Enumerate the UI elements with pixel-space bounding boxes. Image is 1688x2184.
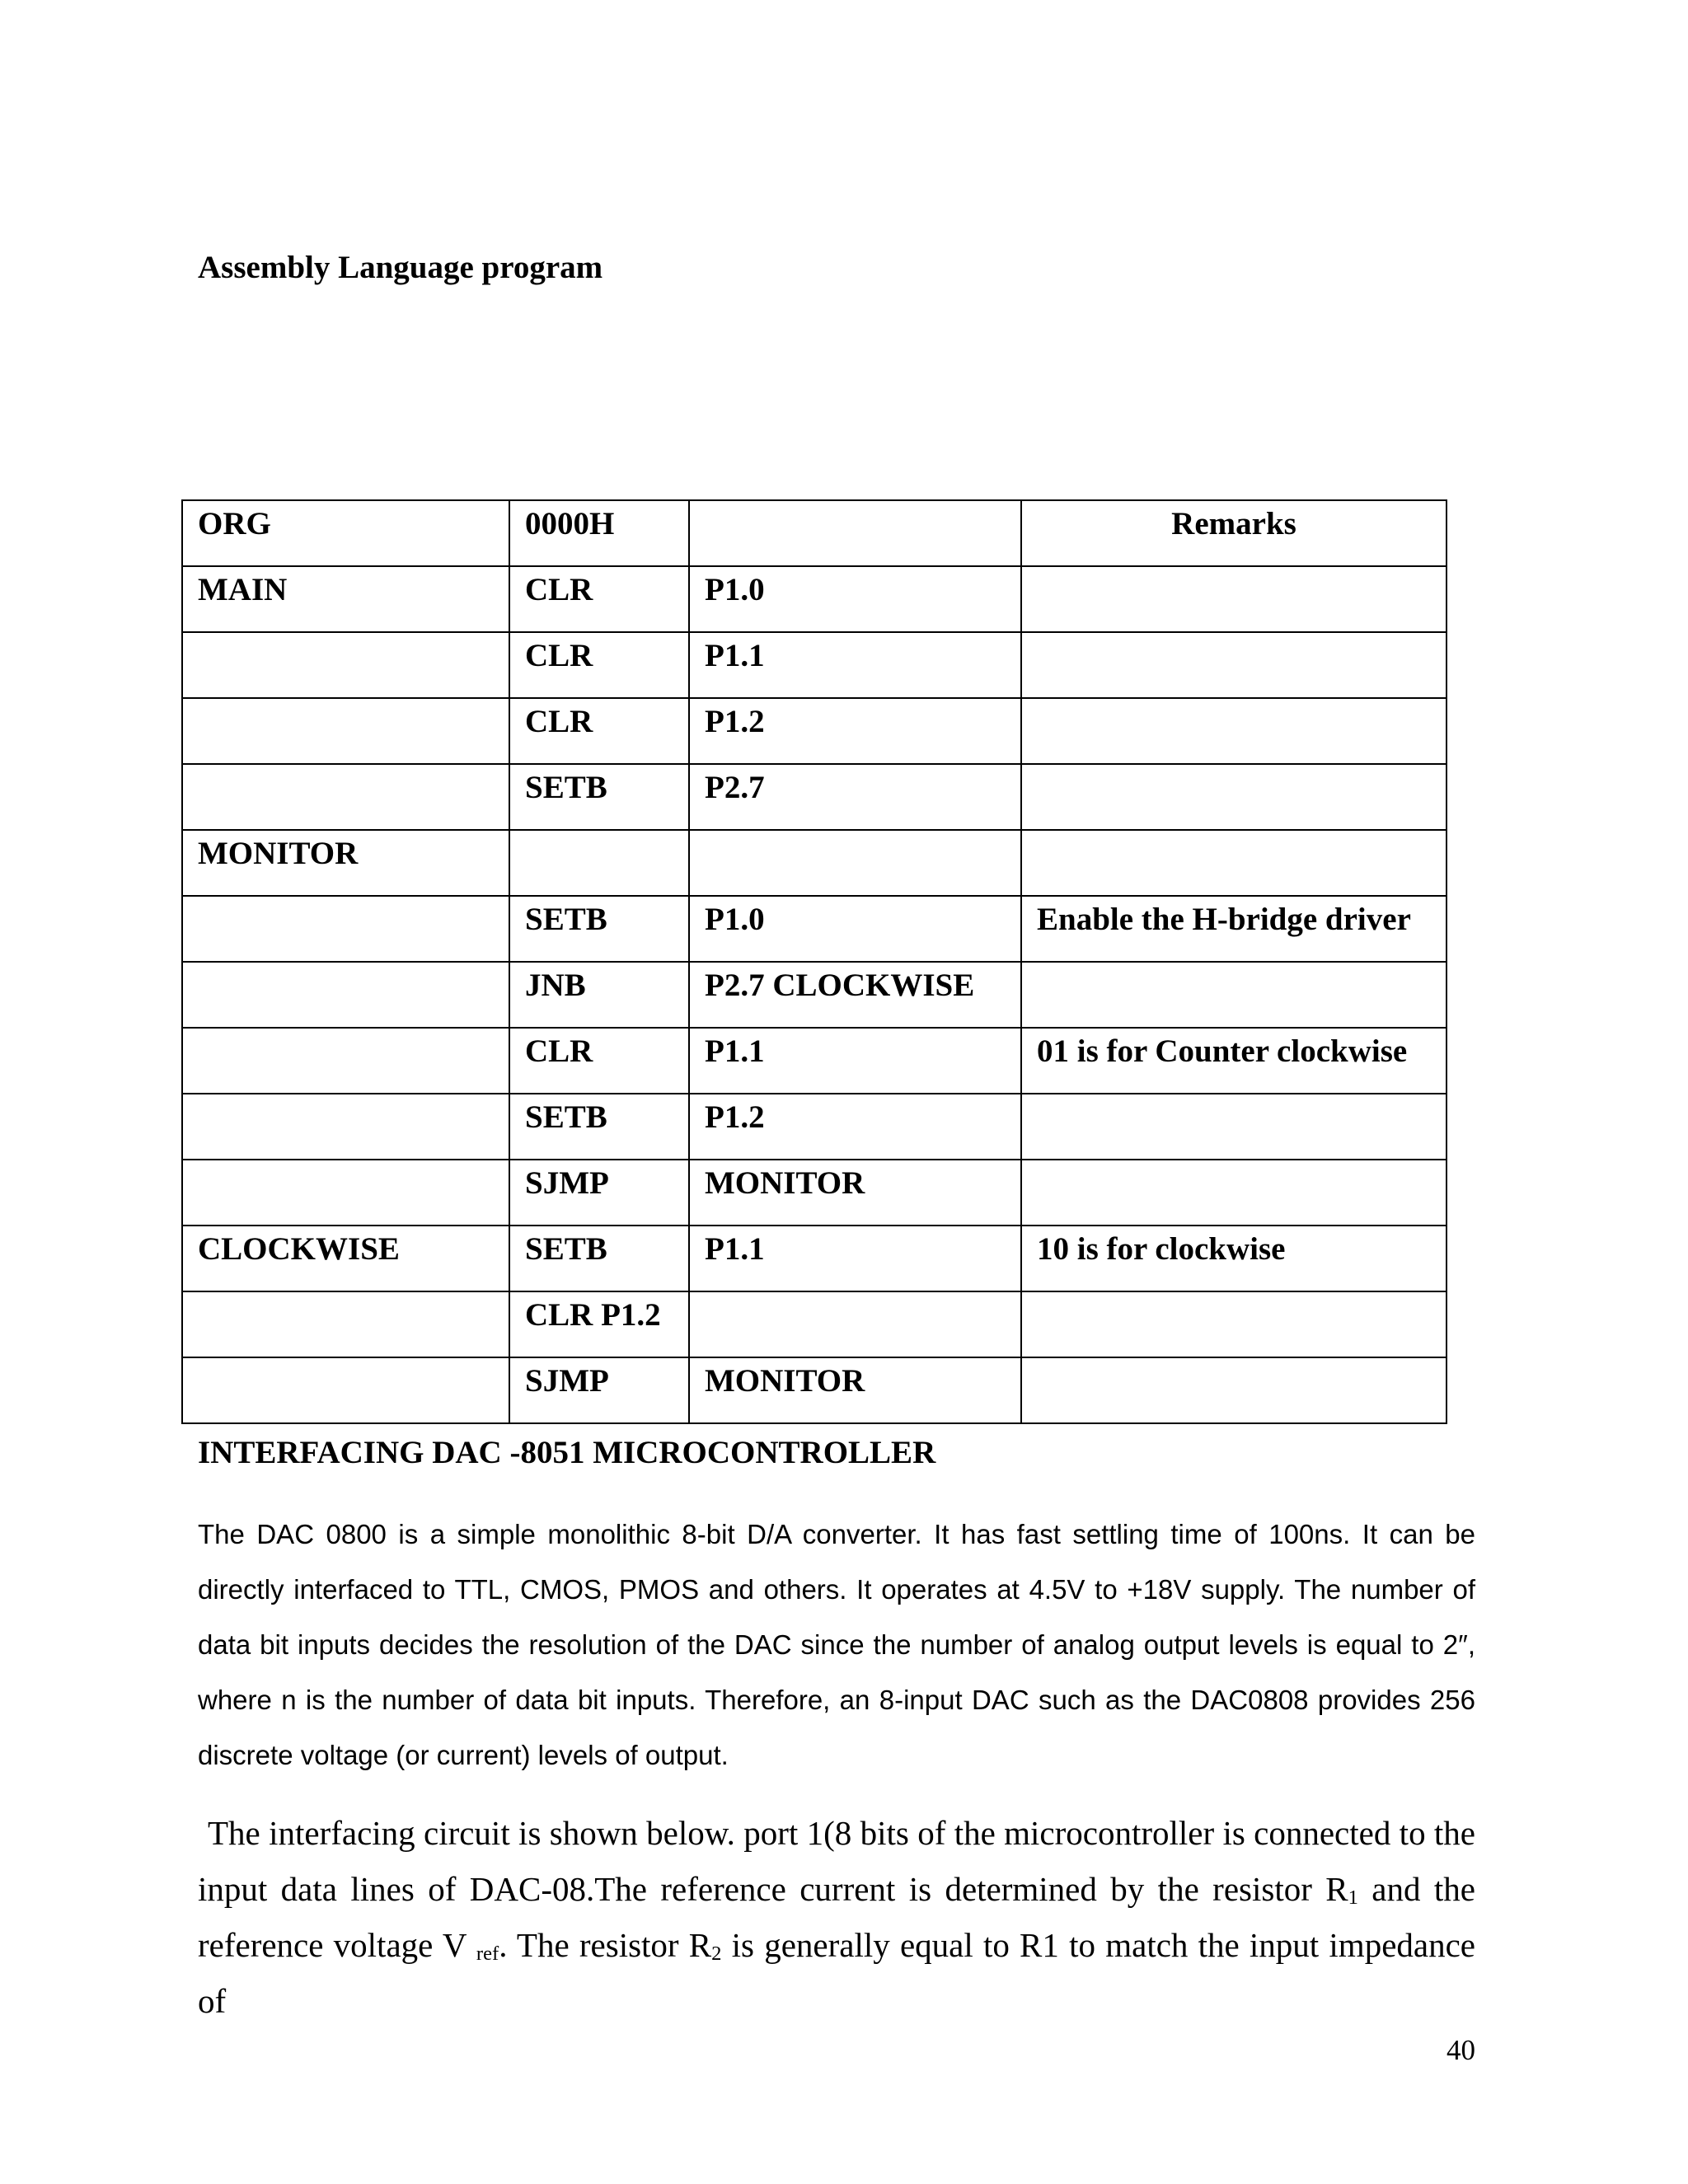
remark-cell: Remarks (1021, 500, 1447, 566)
table-row (182, 1094, 1447, 1160)
assembly-program-table (181, 499, 1447, 1424)
instruction-cell: 0000H (509, 500, 689, 566)
table-row (182, 962, 1447, 1028)
instruction-cell: SETB (509, 1226, 689, 1291)
page-heading: Assembly Language program (198, 250, 603, 285)
remark-cell: 01 is for Counter clockwise (1021, 1028, 1447, 1094)
remark-cell (1021, 1291, 1447, 1357)
page-number: 40 (1447, 2034, 1475, 2066)
instruction-cell: SETB (509, 896, 689, 962)
label-cell (182, 1028, 509, 1094)
instruction-cell: SETB (509, 764, 689, 830)
instruction-cell: CLR (509, 698, 689, 764)
instruction-cell: SETB (509, 1094, 689, 1160)
operand-cell: MONITOR (689, 1357, 1021, 1423)
remark-cell: Enable the H-bridge driver (1021, 896, 1447, 962)
operand-cell: P1.0 (689, 566, 1021, 632)
instruction-cell: CLR (509, 1028, 689, 1094)
remark-cell (1021, 566, 1447, 632)
remark-cell (1021, 1357, 1447, 1423)
table-row (182, 896, 1447, 962)
label-cell (182, 1357, 509, 1423)
table-row (182, 500, 1447, 566)
section-heading: INTERFACING DAC -8051 MICROCONTROLLER (198, 1435, 936, 1470)
operand-cell: P1.1 (689, 632, 1021, 698)
remark-cell: 10 is for clockwise (1021, 1226, 1447, 1291)
label-cell (182, 962, 509, 1028)
subscript-vref: ref (476, 1943, 499, 1965)
table-row (182, 1226, 1447, 1291)
table-row (182, 632, 1447, 698)
instruction-cell: CLR (509, 566, 689, 632)
assembly-program-table-body (182, 500, 1447, 1423)
label-cell (182, 896, 509, 962)
instruction-cell: CLR (509, 632, 689, 698)
subscript-r1: 1 (1348, 1886, 1358, 1909)
label-cell: CLOCKWISE (182, 1226, 509, 1291)
label-cell (182, 1094, 509, 1160)
remark-cell (1021, 962, 1447, 1028)
table-row (182, 1291, 1447, 1357)
table-row (182, 1357, 1447, 1423)
label-cell: MONITOR (182, 830, 509, 896)
paragraph-text: and the reference voltage V (198, 1870, 1475, 1964)
label-cell (182, 632, 509, 698)
remark-cell (1021, 1094, 1447, 1160)
instruction-cell: SJMP (509, 1160, 689, 1226)
table-row (182, 830, 1447, 896)
remark-cell (1021, 698, 1447, 764)
remark-cell (1021, 764, 1447, 830)
label-cell (182, 1291, 509, 1357)
paragraph-text: . The resistor R (499, 1926, 712, 1964)
table-row (182, 1028, 1447, 1094)
operand-cell (689, 500, 1021, 566)
remark-cell (1021, 830, 1447, 896)
table-row (182, 698, 1447, 764)
operand-cell: P1.0 (689, 896, 1021, 962)
instruction-cell (509, 830, 689, 896)
subscript-r2: 2 (711, 1943, 722, 1965)
operand-cell (689, 1291, 1021, 1357)
table-row (182, 1160, 1447, 1226)
remark-cell (1021, 1160, 1447, 1226)
label-cell: MAIN (182, 566, 509, 632)
instruction-cell: CLR P1.2 (509, 1291, 689, 1357)
label-cell: ORG (182, 500, 509, 566)
operand-cell: P1.2 (689, 1094, 1021, 1160)
label-cell (182, 1160, 509, 1226)
operand-cell (689, 830, 1021, 896)
table-row (182, 566, 1447, 632)
instruction-cell: JNB (509, 962, 689, 1028)
table-row (182, 764, 1447, 830)
operand-cell: P1.1 (689, 1028, 1021, 1094)
operand-cell: P2.7 (689, 764, 1021, 830)
interfacing-circuit-paragraph (198, 1805, 1475, 2029)
operand-cell: P1.2 (689, 698, 1021, 764)
operand-cell: P2.7 CLOCKWISE (689, 962, 1021, 1028)
paragraph-text: The interfacing circuit is shown below. port 1(8 bits of the microcontroller is connected to the input data lines of DAC-08.The reference current is determined by the resistor R (198, 1814, 1475, 1908)
dac-description-paragraph: The DAC 0800 is a simple monolithic 8-bit D/A converter. It has fast settling time of 100ns. It can be directly interfaced to TTL, CMOS, PMOS and others. It operates at 4.5V to +18V supply. The number of data bit inputs decides the resolution of the DAC since the number of analog output levels is equal to 2″, where n is the number of data bit inputs. Therefore, an 8-input DAC such as the DAC0808 provides 256 discrete voltage (or current) levels of output. (198, 1519, 1475, 1770)
instruction-cell: SJMP (509, 1357, 689, 1423)
paragraph-text: is generally equal to R1 to match the input impedance of (198, 1926, 1475, 2020)
label-cell (182, 698, 509, 764)
label-cell (182, 764, 509, 830)
operand-cell: P1.1 (689, 1226, 1021, 1291)
remark-cell (1021, 632, 1447, 698)
operand-cell: MONITOR (689, 1160, 1021, 1226)
